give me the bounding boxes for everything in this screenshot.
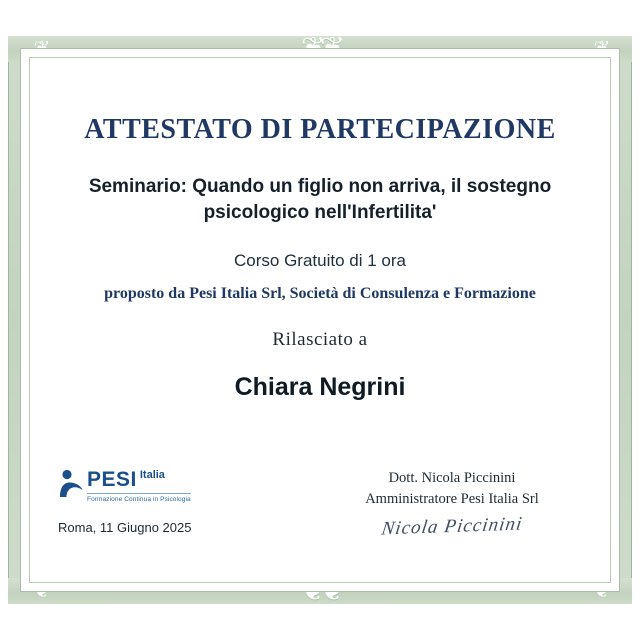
certificate-content bbox=[32, 62, 608, 578]
course-duration-line: Corso Gratuito di 1 ora bbox=[234, 251, 406, 271]
logo-brand-text: PESI bbox=[87, 468, 137, 491]
released-to-label: Rilasciato a bbox=[272, 329, 368, 351]
proposed-by-line: proposto da Pesi Italia Srl, Società di Consulenza e Formazione bbox=[104, 285, 536, 303]
signature-block bbox=[322, 468, 582, 538]
logo-brand-suffix: Italia bbox=[139, 469, 165, 481]
place-and-date: Roma, 11 Giugno 2025 bbox=[58, 520, 192, 535]
certificate-footer bbox=[58, 468, 582, 568]
logo-tagline: Formazione Continua in Psicologia bbox=[87, 493, 191, 503]
pesi-person-icon bbox=[58, 468, 84, 498]
recipient-name: Chiara Negrini bbox=[234, 373, 406, 402]
certificate-subtitle: Seminario: Quando un figlio non arriva, il sostegno psicologico nell'Infertilita' bbox=[88, 176, 552, 223]
certificate-title: ATTESTATO DI PARTECIPAZIONE bbox=[84, 114, 556, 145]
signatory-name: Dott. Nicola Piccinini bbox=[388, 470, 516, 486]
pesi-italia-logo bbox=[58, 468, 228, 503]
signatory-role: Amministratore Pesi Italia Srl bbox=[365, 491, 539, 508]
handwritten-signature: Nicola Piccinini bbox=[380, 513, 524, 540]
